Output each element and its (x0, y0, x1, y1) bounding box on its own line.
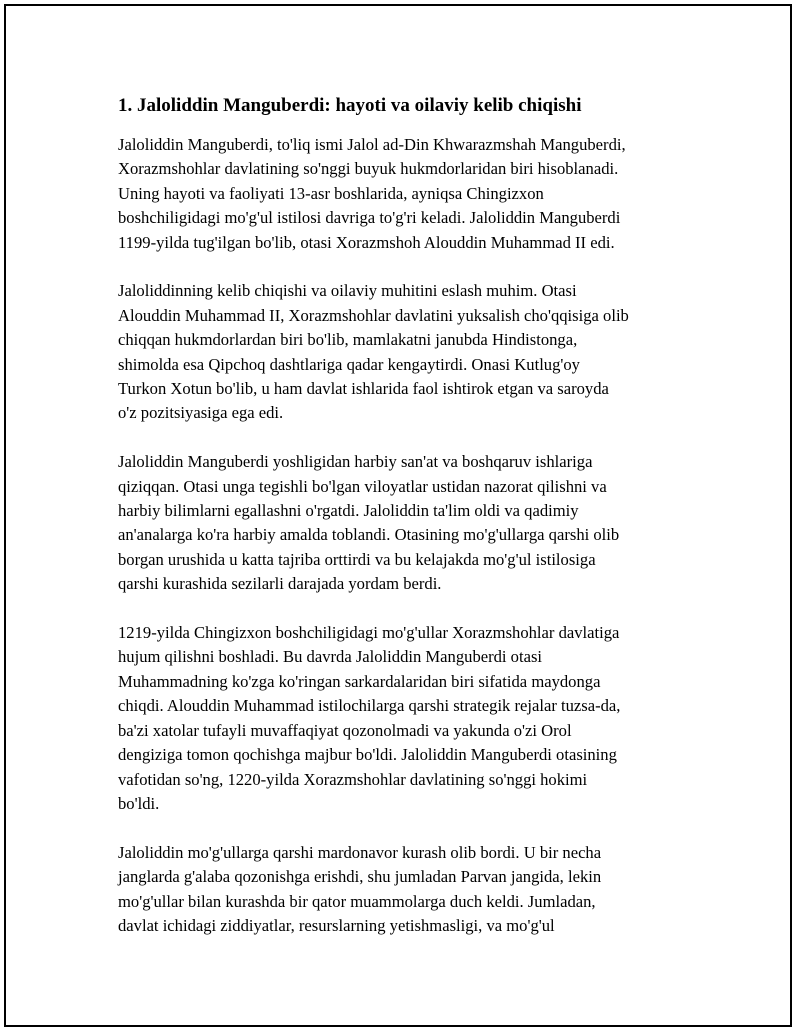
paragraph-5: Jaloliddin mo'g'ullarga qarshi mardonavor kurash olib bordi. U bir necha janglarda g'alaba qozonishga erishdi, shu jumladan Parvan jangida, lekin mo'g'ullar bilan kurashda bir qator muammolarga duch keldi. Jumladan, davlat ichidagi ziddiyatlar, resurslarning yetishmasligi, va mo'g'ul (118, 842, 602, 935)
document-body (118, 93, 690, 963)
section-heading: 1. Jaloliddin Manguberdi: hayoti va oilaviy kelib chiqishi (118, 95, 582, 116)
paragraph-2: Jaloliddinning kelib chiqishi va oilaviy muhitini eslash muhim. Otasi Alouddin Muhammad II, Xorazmshohlar davlatini yuksalish cho'qqisiga olib chiqqan hukmdorlardan biri bo'lib, mamlakatni janubda Hindistonga, shimolda esa Qipchoq dashtlariga qadar kengaytirdi. Onasi Kutlug'oy Turkon Xotun bo'lib, u ham davlat ishlarida faol ishtirok etgan va saroyda o'z pozitsiyasiga ega edi. (118, 281, 629, 423)
paragraph-4: 1219-yilda Chingizxon boshchiligidagi mo'g'ullar Xorazmshohlar davlatiga hujum qilishni boshladi. Bu davrda Jaloliddin Manguberdi otasi Muhammadning ko'zga ko'ringan sarkardalaridan biri sifatida maydonga chiqdi. Alouddin Muhammad istilochilarga qarshi strategik rejalar tuzsa-da, ba'zi xatolar tufayli muvaffaqiyat qozonolmadi va yakunda o'zi Orol dengiziga tomon qochishga majbur bo'ldi. Jaloliddin Manguberdi otasining vafotidan so'ng, 1220-yilda Xorazmshohlar davlatining so'nggi hokimi bo'ldi. (118, 623, 621, 813)
paragraph-1: Jaloliddin Manguberdi, to'liq ismi Jalol ad-Din Khwarazmshah Manguberdi, Xorazmshohlar davlatining so'nggi buyuk hukmdorlaridan biri hisoblanadi. Uning hayoti va faoliyati 13-asr boshlarida, ayniqsa Chingizxon boshchiligidagi mo'g'ul istilosi davriga to'g'ri keladi. Jaloliddin Manguberdi 1199-yilda tug'ilgan bo'lib, otasi Xorazmshoh Alouddin Muhammad II edi. (118, 135, 626, 252)
paragraph-3: Jaloliddin Manguberdi yoshligidan harbiy san'at va boshqaruv ishlariga qiziqqan. Otasi unga tegishli bo'lgan viloyatlar ustidan nazorat qilishni va harbiy bilimlarni egallashni o'rgatdi. Jaloliddin ta'lim oldi va qadimiy an'analarga ko'ra harbiy amalda toblandi. Otasining mo'g'ullarga qarshi olib borgan urushida u katta tajriba orttirdi va bu kelajakda mo'g'ul istilosiga qarshi kurashida sezilarli darajada yordam berdi. (118, 452, 620, 594)
